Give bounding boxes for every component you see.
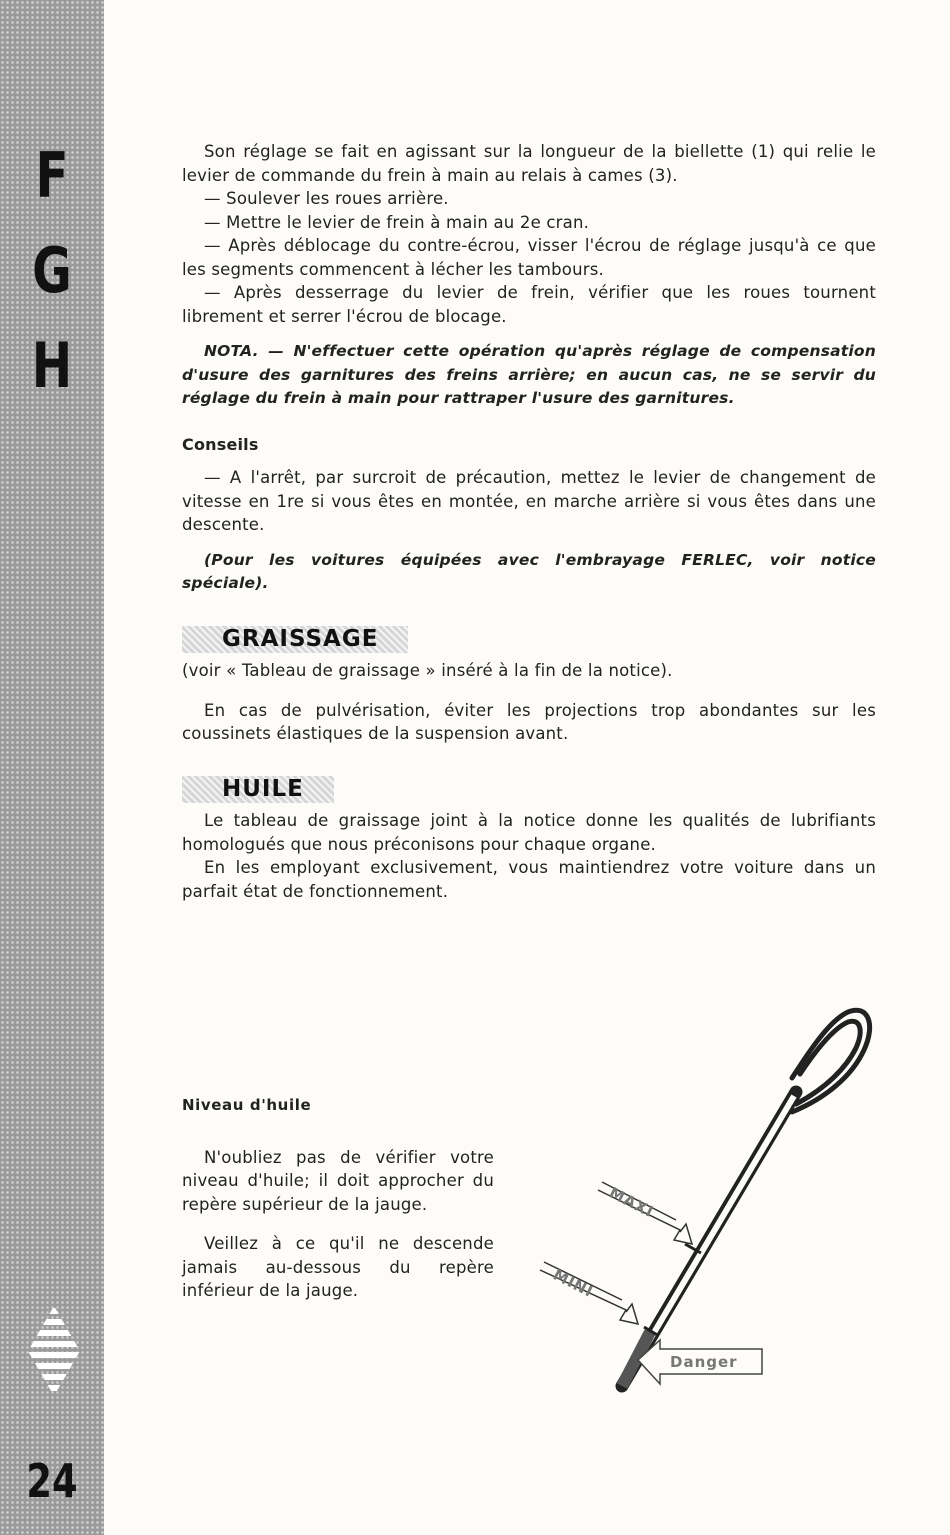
danger-label: Danger xyxy=(670,1353,738,1371)
dipstick-handle xyxy=(792,1010,870,1112)
striped-diamond-icon xyxy=(28,1306,80,1396)
step-3: — Après déblocage du contre-écrou, visser l'écrou de réglage jusqu'à ce que les segments commencent à lécher les tambours. xyxy=(182,236,876,279)
mini-label: MINI xyxy=(550,1265,597,1301)
step-4: — Après desserrage du levier de frein, vérifier que les roues tournent librement et serrer l'écrou de blocage. xyxy=(182,283,876,326)
huile-paragraph-2: En les employant exclusivement, vous maintiendrez votre voiture dans un parfait état de fonctionnement. xyxy=(182,858,876,901)
side-letter-h: H xyxy=(31,329,73,402)
side-letter-f: F xyxy=(35,139,69,212)
dipstick-rod xyxy=(622,1092,796,1386)
step-1: — Soulever les roues arrière. xyxy=(204,189,449,208)
huile-heading: HUILE xyxy=(182,776,334,804)
page-number: 24 xyxy=(26,1454,78,1508)
sidebar xyxy=(0,0,104,1535)
graissage-paragraph-2: En cas de pulvérisation, éviter les projections trop abondantes sur les coussinets élastiques de la suspension avant. xyxy=(182,700,876,743)
conseils-title: Conseils xyxy=(182,434,259,454)
nota-paragraph: NOTA. — N'effectuer cette opération qu'après réglage de compensation d'usure des garnitures des freins arrière; en aucun cas, ne se servir du réglage du frein à main pour rattraper l'usure des garnitures. xyxy=(182,342,876,407)
oil-level-title: Niveau d'huile xyxy=(182,1096,312,1114)
graissage-heading: GRAISSAGE xyxy=(182,626,408,654)
mini-marker xyxy=(540,1262,638,1324)
graissage-paragraph-1: (voir « Tableau de graissage » inséré à la fin de la notice). xyxy=(182,661,673,680)
step-2: — Mettre le levier de frein à main au 2e cran. xyxy=(204,212,590,232)
oil-level-section xyxy=(182,1094,494,1303)
maxi-label: MAXI xyxy=(606,1183,657,1222)
oil-level-paragraph-2: Veillez à ce qu'il ne descende jamais au-dessous du repère inférieur de la jauge. xyxy=(182,1234,494,1300)
conseils-paragraph: — A l'arrêt, par surcroit de précaution, mettez le levier de changement de vitesse en 1re si vous êtes en montée, en marche arrière si vous êtes dans une descente. xyxy=(182,468,876,534)
intro-paragraph: Son réglage se fait en agissant sur la longueur de la biellette (1) qui relie le levier de commande du frein à main au relais à cames (3). xyxy=(182,142,876,185)
danger-marker xyxy=(638,1340,762,1384)
maxi-marker xyxy=(598,1182,692,1244)
side-letter-g: G xyxy=(32,234,72,307)
huile-paragraph-1: Le tableau de graissage joint à la notice donne les qualités de lubrifiants homologués que nous préconisons pour chaque organe. xyxy=(182,811,876,854)
oil-level-paragraph-1: N'oubliez pas de vérifier votre niveau d'huile; il doit approcher du repère supérieur de la jauge. xyxy=(182,1147,494,1214)
dipstick-illustration xyxy=(530,1000,890,1400)
main-content xyxy=(182,140,876,903)
ferlec-note: (Pour les voitures équipées avec l'embrayage FERLEC, voir notice spéciale). xyxy=(182,550,876,592)
